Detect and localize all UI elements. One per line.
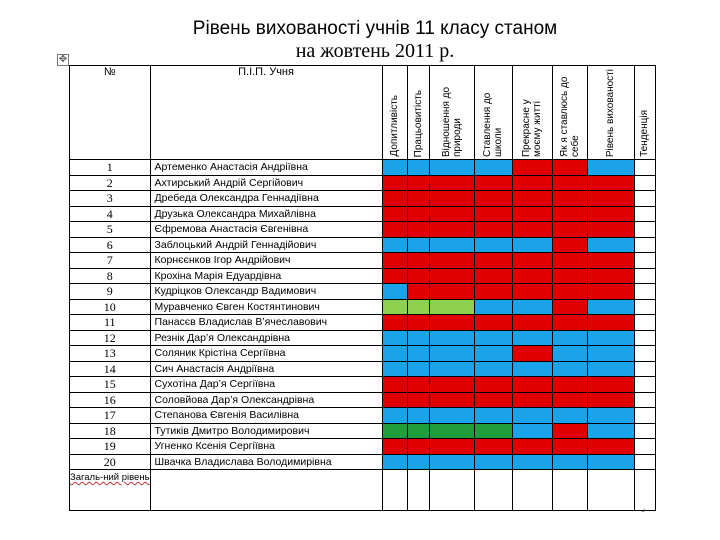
rating-cell [407,423,429,439]
rating-cell [552,237,587,253]
rating-cell [587,268,634,284]
rating-cell [512,392,552,408]
table-row [70,315,656,331]
rating-cell [474,160,512,176]
rating-cell [382,392,407,408]
summary-cell [512,470,552,511]
rating-cell [634,253,655,269]
rating-cell [407,253,429,269]
rating-cell [634,454,655,470]
rating-cell [429,361,474,377]
rating-cell [407,237,429,253]
rating-cell [474,423,512,439]
table-row [70,253,656,269]
row-number: 3 [70,191,151,207]
rating-cell [552,175,587,191]
rating-cell [429,315,474,331]
row-number: 14 [70,361,151,377]
student-name: Угненко Ксенія Сергіївна [150,439,382,455]
rating-cell [474,268,512,284]
rating-cell [552,454,587,470]
summary-row [70,470,656,511]
rating-cell [429,454,474,470]
rating-cell [429,423,474,439]
rating-cell [512,268,552,284]
col-header-trend: Тенденція [634,66,655,160]
corner-mark: ⌟ [641,503,646,513]
row-number: 5 [70,222,151,238]
rating-cell [587,454,634,470]
col-header-curiosity: Допитливість [382,66,407,160]
table-row [70,439,656,455]
rating-cell [634,361,655,377]
rating-cell [512,423,552,439]
rating-cell [382,191,407,207]
rating-cell [407,268,429,284]
col-header-num: № [70,66,151,160]
student-name: Тутиків Дмитро Володимирович [150,423,382,439]
student-name: Єфремова Анастасія Євгенівна [150,222,382,238]
rating-cell [474,315,512,331]
rating-cell [587,346,634,362]
rating-cell [587,361,634,377]
rating-cell [429,237,474,253]
rating-cell [474,377,512,393]
rating-cell [587,284,634,300]
rating-cell [407,191,429,207]
rating-cell [429,377,474,393]
table-row [70,268,656,284]
summary-cell [474,470,512,511]
table-row [70,408,656,424]
rating-cell [587,392,634,408]
rating-cell [429,330,474,346]
rating-cell [634,315,655,331]
table-row [70,284,656,300]
rating-cell [512,330,552,346]
table-row [70,423,656,439]
table-row [70,160,656,176]
rating-cell [552,253,587,269]
rating-cell [382,423,407,439]
rating-cell [382,160,407,176]
rating-cell [382,268,407,284]
rating-cell [429,408,474,424]
rating-cell [634,222,655,238]
rating-cell [382,284,407,300]
rating-cell [382,408,407,424]
rating-cell [407,346,429,362]
table-row [70,191,656,207]
student-name: Панасєв Владислав В’ячеславович [150,315,382,331]
rating-cell [587,315,634,331]
student-name: Крохіна Марія Едуардівна [150,268,382,284]
rating-cell [474,175,512,191]
student-name: Швачка Владислава Володимирівна [150,454,382,470]
student-name: Друзька Олександра Михайлівна [150,206,382,222]
rating-cell [587,330,634,346]
rating-cell [512,160,552,176]
rating-cell [382,315,407,331]
rating-cell [512,315,552,331]
rating-cell [474,361,512,377]
summary-cell [552,470,587,511]
rating-cell [474,222,512,238]
rating-cell [474,454,512,470]
rating-cell [587,439,634,455]
rating-cell [382,346,407,362]
row-number: 2 [70,175,151,191]
rating-cell [429,392,474,408]
rating-cell [407,408,429,424]
student-name: Сухотіна Дар’я Сергіївна [150,377,382,393]
col-header-diligence: Працьовитість [407,66,429,160]
row-number: 13 [70,346,151,362]
rating-cell [407,361,429,377]
rating-cell [587,408,634,424]
rating-cell [382,253,407,269]
row-number: 17 [70,408,151,424]
rating-cell [382,206,407,222]
summary-cell [407,470,429,511]
rating-cell [634,284,655,300]
rating-cell [512,439,552,455]
rating-cell [407,392,429,408]
row-number: 6 [70,237,151,253]
rating-cell [552,191,587,207]
rating-cell [512,361,552,377]
rating-cell [474,330,512,346]
rating-cell [512,175,552,191]
rating-cell [552,160,587,176]
rating-cell [407,175,429,191]
rating-cell [429,253,474,269]
row-number: 1 [70,160,151,176]
rating-cell [634,439,655,455]
summary-cell [150,470,382,511]
rating-cell [587,253,634,269]
rating-cell [474,439,512,455]
student-name: Степанова Євгенія Василівна [150,408,382,424]
row-number: 15 [70,377,151,393]
rating-cell [382,377,407,393]
rating-cell [429,222,474,238]
table-row [70,330,656,346]
table-row [70,454,656,470]
rating-cell [429,268,474,284]
rating-cell [552,268,587,284]
rating-cell [382,222,407,238]
student-name: Корнєєнков Ігор Андрійович [150,253,382,269]
col-header-school: Ставлення до школи [474,66,512,160]
rating-cell [634,268,655,284]
rating-cell [587,175,634,191]
rating-cell [429,346,474,362]
rating-cell [552,206,587,222]
student-name: Соляник Крістіна Сергіївна [150,346,382,362]
student-name: Кудріцков Олександр Вадимович [150,284,382,300]
table-row [70,222,656,238]
table-row [70,392,656,408]
rating-cell [634,191,655,207]
rating-cell [512,299,552,315]
rating-cell [474,346,512,362]
rating-cell [382,330,407,346]
rating-cell [587,222,634,238]
rating-cell [634,206,655,222]
rating-cell [634,392,655,408]
student-name: Резнік Дар’я Олександрівна [150,330,382,346]
student-name: Сич Анастасія Андріївна [150,361,382,377]
page-title [110,18,640,62]
rating-cell [552,423,587,439]
header-row [70,66,656,160]
row-number: 11 [70,315,151,331]
rating-cell [634,408,655,424]
table-row [70,237,656,253]
upbringing-table [69,65,656,511]
table-row [70,377,656,393]
rating-cell [407,284,429,300]
summary-label: Загаль-ний рівень [70,470,151,511]
rating-cell [634,175,655,191]
rating-cell [587,191,634,207]
rating-cell [552,346,587,362]
rating-cell [552,392,587,408]
student-name: Заблоцький Андрій Геннадійович [150,237,382,253]
rating-cell [407,160,429,176]
rating-cell [474,392,512,408]
table-move-handle-icon[interactable]: ✥ [58,54,68,65]
summary-cell [382,470,407,511]
col-header-nature: Відношення до природи [429,66,474,160]
col-header-self: Як я ставлюсь до себе [552,66,587,160]
rating-cell [407,299,429,315]
rating-cell [552,408,587,424]
rating-cell [429,206,474,222]
rating-cell [512,408,552,424]
rating-cell [587,160,634,176]
rating-cell [587,299,634,315]
row-number: 20 [70,454,151,470]
rating-cell [512,191,552,207]
student-name: Ахтирський Андрій Сергійович [150,175,382,191]
rating-cell [512,377,552,393]
rating-cell [512,206,552,222]
rating-cell [512,284,552,300]
title-line-2: на жовтень 2011 р. [295,40,455,62]
student-name: Муравченко Євген Костянтинович [150,299,382,315]
rating-cell [512,237,552,253]
rating-cell [474,284,512,300]
rating-cell [429,439,474,455]
row-number: 19 [70,439,151,455]
rating-cell [634,346,655,362]
student-name: Соловйова Дар’я Олександрівна [150,392,382,408]
rating-cell [587,237,634,253]
rating-cell [382,361,407,377]
student-name: Дребеда Олександра Геннадіївна [150,191,382,207]
row-number: 8 [70,268,151,284]
rating-cell [382,454,407,470]
rating-cell [512,222,552,238]
rating-cell [634,377,655,393]
table-row [70,299,656,315]
rating-cell [634,423,655,439]
rating-cell [634,330,655,346]
rating-cell [407,454,429,470]
table-row [70,361,656,377]
rating-cell [552,361,587,377]
rating-cell [634,299,655,315]
rating-cell [552,284,587,300]
rating-cell [552,222,587,238]
rating-cell [474,191,512,207]
rating-cell [429,299,474,315]
title-line-1: Рівень вихованості учнів 11 класу станом [192,18,558,39]
rating-cell [512,253,552,269]
student-name: Артеменко Анастасія Андріївна [150,160,382,176]
row-number: 9 [70,284,151,300]
row-number: 7 [70,253,151,269]
table-row [70,346,656,362]
rating-cell [382,439,407,455]
rating-cell [587,423,634,439]
rating-cell [407,315,429,331]
col-header-name: П.І.П. Учня [150,66,382,160]
rating-cell [407,222,429,238]
rating-cell [552,299,587,315]
rating-cell [407,439,429,455]
rating-cell [429,284,474,300]
rating-cell [407,377,429,393]
rating-cell [382,299,407,315]
rating-cell [429,160,474,176]
row-number: 10 [70,299,151,315]
summary-cell [429,470,474,511]
table-row [70,175,656,191]
rating-cell [474,299,512,315]
rating-cell [552,330,587,346]
table-row [70,206,656,222]
rating-cell [474,206,512,222]
rating-cell [587,206,634,222]
rating-cell [552,377,587,393]
rating-cell [552,439,587,455]
col-header-level: Рівень вихованості [587,66,634,160]
rating-cell [474,408,512,424]
rating-cell [474,237,512,253]
rating-cell [587,377,634,393]
rating-cell [474,253,512,269]
rating-cell [382,237,407,253]
rating-cell [382,175,407,191]
rating-cell [634,237,655,253]
row-number: 12 [70,330,151,346]
rating-cell [429,175,474,191]
rating-cell [407,206,429,222]
row-number: 4 [70,206,151,222]
col-header-beauty: Прекрасне у моєму житті [512,66,552,160]
rating-cell [634,160,655,176]
rating-cell [512,454,552,470]
rating-cell [429,191,474,207]
row-number: 16 [70,392,151,408]
rating-cell [552,315,587,331]
rating-cell [512,346,552,362]
row-number: 18 [70,423,151,439]
rating-cell [407,330,429,346]
summary-cell [587,470,634,511]
